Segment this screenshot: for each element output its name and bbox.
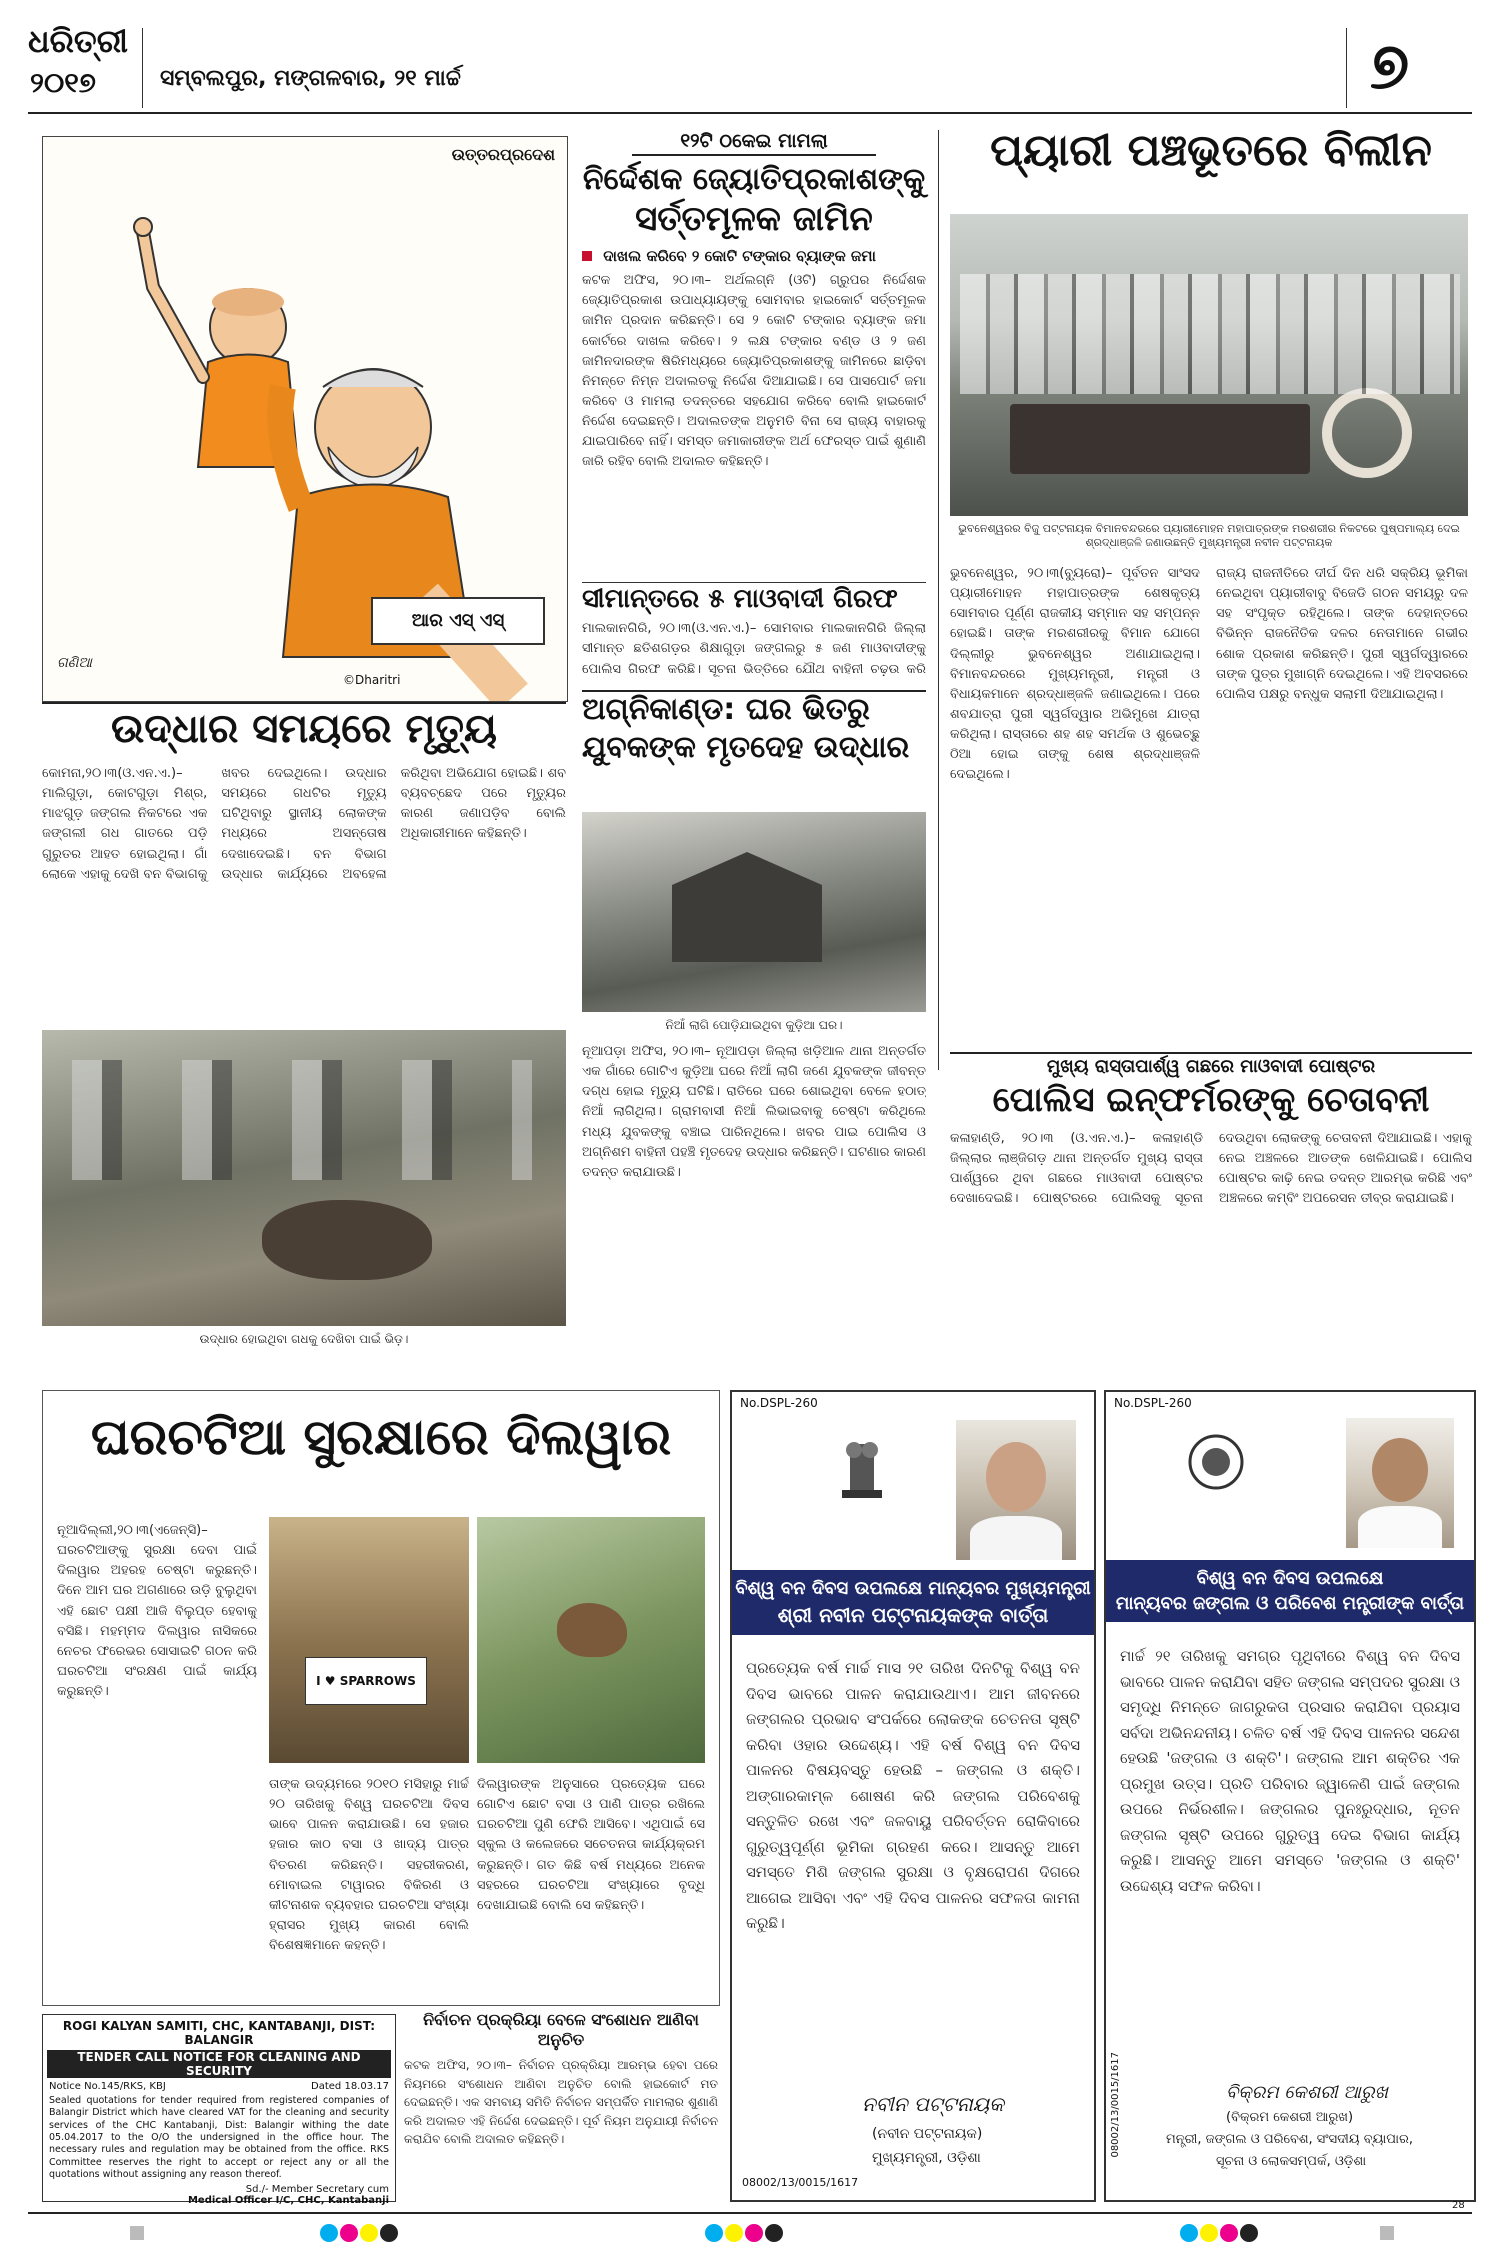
tender-sign-2: Medical Officer I/C, CHC, Kantabanji [187,2195,389,2206]
story-piari [950,125,1472,1068]
ad-minister-title-band [1106,1560,1474,1622]
minister-portrait [1346,1418,1454,1548]
story-piari-body-2: ରାଜ୍ୟ ରାଜନୀତିରେ ଦୀର୍ଘ ଦିନ ଧରି ସକ୍ରିୟ ଭୂମିକା ନେଇଥିବା ପ୍ୟାରୀବାବୁ ବିଜେଡି ଗଠନ ସମୟରୁ ଦଳ ସହ ସଂପୃକ୍ତ ରହିଥିଲେ। ତାଙ୍କ ଦେହାନ୍ତରେ ବିଭିନ୍ନ ରାଜନୈତିକ ଦଳର ନେତାମାନେ ଗଭୀର ଶୋକ ପ୍ରକାଶ କରିଛନ୍ତି। ପୁରୀ ସ୍ୱର୍ଗଦ୍ୱାରରେ ତାଙ୍କ ପୁତ୍ର ମୁଖାଗ୍ନି ଦେଇଥିଲେ। ଏହି ଅବସରରେ ପୋଲିସ ପକ୍ଷରୁ ବନ୍ଧୁକ ସଲାମୀ ଦିଆଯାଇଥିଲା। [1216,566,1468,702]
wreath [1322,388,1412,478]
story-udhar-headline: ଉଦ୍ଧାର ସମୟରେ ମୃତ୍ୟୁ [110,706,497,752]
story-bail-subhead: ଦାଖଲ କରିବେ ୨ କୋଟି ଟଙ୍କାର ବ୍ୟାଙ୍କ ଜମା [603,247,876,266]
story-informer-kicker: ମୁଖ୍ୟ ରାସ୍ତାପାର୍ଶ୍ୱ ଗଛରେ ମାଓବାଦୀ ପୋଷ୍ଟର [1046,1056,1376,1077]
ad-cm-title-band [732,1570,1094,1635]
sparrow-sign-label: I ♥ SPARROWS [316,1674,416,1688]
story-maoist-headline: ସୀମାନ୍ତରେ ୫ ମାଓବାଦୀ ଗିରଫ [582,584,898,614]
page-number: ୭ [1370,30,1410,104]
ad-minister-title-1: ବିଶ୍ୱ ବନ ଦିବସ ଉପଲକ୍ଷେ [1196,1568,1384,1589]
ad-minister-sign-name: (ବିକ୍ରମ କେଶରୀ ଆରୁଖ) [1226,2110,1354,2125]
piari-photo-caption: ଭୁବନେଶ୍ୱରର ବିଜୁ ପଟ୍ଟନାୟକ ବିମାନବନ୍ଦରରେ ପ୍ୟାରୀମୋହନ ମହାପାତ୍ରଙ୍କ ମରଶରୀର ନିକଟରେ ପୁଷ୍ପମାଲ୍ୟ ଦେଇ ଶ୍ରଦ୍ଧାଞ୍ଜଳି ଜଣାଉଛନ୍ତି ମୁଖ୍ୟମନ୍ତ୍ରୀ ନବୀନ ପଟ୍ଟନାୟକ [958,522,1460,550]
story-bail-kicker: ୧୨ଟି ଠକେଇ ମାମଲା [632,130,876,156]
ad-cm-sign-name: (ନବୀନ ପଟ୍ଟନାୟକ) [872,2126,983,2142]
masthead-year: ୨୦୧୭ [30,66,96,99]
cartoon-copyright: ©Dharitri [343,673,401,687]
sparrow-bird [557,1603,627,1657]
ad-minister-signature: ବିକ୍ରମ କେଶରୀ ଆରୁଖ [1226,2082,1388,2103]
odisha-emblem-icon [832,1436,892,1506]
sparrow-photo-bird [477,1517,705,1763]
ad-cm-signature: ନବୀନ ପଟ୍ଟନାୟକ [862,2092,1004,2116]
story-bail [582,130,926,578]
crowd [960,274,1460,394]
story-informer-headline: ପୋଲିସ ଇନ୍‌ଫର୍ମରଙ୍କୁ ଚେତାବନୀ [992,1080,1430,1120]
animal-figure [262,1200,432,1280]
story-maoist-body: ମାଲକାନଗିରି, ୨୦।୩(ଓ.ଏନ.ଏ.)– ସୋମବାର ମାଲକାନଗିରି ଜିଲ୍ଲା ସୀମାନ୍ତ ଛତିଶଗଡ଼ର ଶିକ୍ଷାଗୁଡ଼ା ଜଙ୍ଗଲରୁ ୫ ଜଣ ମାଓବାଦୀଙ୍କୁ ପୋଲିସ ଗିରଫ କରିଛି। ସୂଚନା ଭିତ୍ତିରେ ଯୌଥ ବାହିନୀ ଚଢ଼ଉ କରି [582,621,926,677]
sparrow-sign [305,1657,427,1705]
masthead-logo: ଧରିତ୍ରୀ [28,22,128,60]
story-udhar [42,708,566,1358]
ad-cm-title-2: ଶ୍ରୀ ନବୀନ ପଟ୍ଟନାୟକଙ୍କ ବାର୍ତ୍ତା [777,1603,1049,1627]
story-piari-headline: ପ୍ୟାରୀ ପଞ୍ଚଭୂତରେ ବିଲୀନ [990,125,1432,176]
ad-cm-body: ପ୍ରତ୍ୟେକ ବର୍ଷ ମାର୍ଚ୍ଚ ମାସ ୨୧ ତାରିଖ ଦିନଟିକୁ ବିଶ୍ୱ ବନ ଦିବସ ଭାବରେ ପାଳନ କରାଯାଉଥାଏ। ଆମ ଜୀବନରେ ଜଙ୍ଗଲର ପ୍ରଭାବ ସଂପର୍କରେ ଲୋକଙ୍କ ଚେତନତା ସୃଷ୍ଟି କରିବା ଓହାର ଉଦ୍ଦେଶ୍ୟ। ଏହି ବର୍ଷ ବିଶ୍ୱ ବନ ଦିବସ ପାଳନର ବିଷୟବସ୍ତୁ ହେଉଛି – ଜଙ୍ଗଲ ଓ ଶକ୍ତି। ଅଙ୍ଗାରକାମ୍ଳ ଶୋଷଣ କରି ଜଙ୍ଗଲ ପରିବେଶକୁ ସନ୍ତୁଳିତ ରଖେ ଏବଂ ଜଳବାୟୁ ପରିବର୍ତ୍ତନ ରୋକିବାରେ ଗୁରୁତ୍ୱପୂର୍ଣ୍ଣ ଭୂମିକା ଗ୍ରହଣ କରେ। ଆସନ୍ତୁ ଆମେ ସମସ୍ତେ ମିଶି ଜଙ୍ଗଲ ସୁରକ୍ଷା ଓ ବୃକ୍ଷରୋପଣ ଦିଗରେ ଆଗେଇ ଆସିବା ଏବଂ ଏହି ଦିବସ ପାଳନର ସଫଳତା କାମନା କରୁଛି। [746,1659,1080,1932]
ad-minister-body: ମାର୍ଚ୍ଚ ୨୧ ତାରିଖକୁ ସମଗ୍ର ପୃଥିବୀରେ ବିଶ୍ୱ ବନ ଦିବସ ଭାବରେ ପାଳନ କରାଯିବା ସହିତ ଜଙ୍ଗଲ ସମ୍ପଦର ସୁରକ୍ଷା ଓ ସମୃଦ୍ଧି ନିମନ୍ତେ ଜାଗରୁକତା ପ୍ରସାର କରାଯିବା ପ୍ରୟାସ ସର୍ବଦା ଅଭିନନ୍ଦନୀୟ। ଚଳିତ ବର୍ଷ ଏହି ଦିବସ ପାଳନର ସନ୍ଦେଶ ହେଉଛି 'ଜଙ୍ଗଲ ଓ ଶକ୍ତି'। ଜଙ୍ଗଲ ଆମ ଶକ୍ତିର ଏକ ପ୍ରମୁଖ ଉତ୍ସ। ପ୍ରତି ପରିବାର ଜ୍ୱାଳେଣି ପାଇଁ ଜଙ୍ଗଲ ଉପରେ ନିର୍ଭରଶୀଳ। ଜଙ୍ଗଲର ପୁନଃରୁଦ୍ଧାର, ନୂତନ ଜଙ୍ଗଲ ସୃଷ୍ଟି ଉପରେ ଗୁରୁତ୍ୱ ଦେଇ ବିଭାଗ କାର୍ଯ୍ୟ କରୁଛି। ଆସନ୍ତୁ ଆମେ ସମସ୍ତେ 'ଜଙ୍ଗଲ ଓ ଶକ୍ତି' ଉଦ୍ଦେଶ୍ୟ ସଫଳ କରିବା। [1120,1647,1460,1895]
notice-panel [404,2010,718,2202]
red-bullet [582,251,592,261]
story-sparrow-body-3: ଦିଲୱାରଙ୍କ ଅନୁସାରେ ପ୍ରତ୍ୟେକ ଘରେ ଗୋଟିଏ ଛୋଟ ବସା ଓ ପାଣି ପାତ୍ର ରଖିଲେ ଘରଚଟିଆ ପୁଣି ଫେରି ଆସିବେ। ଏଥିପାଇଁ ସେ ସ୍କୁଲ ଓ କଲେଜରେ ସଚେତନତା କାର୍ଯ୍ୟକ୍ରମ କରୁଛନ୍ତି। ଗତ କିଛି ବର୍ଷ ମଧ୍ୟରେ ଅନେକ ସହରରେ ଘରଚଟିଆ ସଂଖ୍ୟାରେ ବୃଦ୍ଧି ଦେଖାଯାଇଛି ବୋଲି ସେ କହିଛନ୍ତି। [477,1777,705,1913]
cartoon-sign-text: ଆର ଏସ୍ ଏସ୍ [411,610,505,631]
story-bail-headline-2: ସର୍ତ୍ତମୂଳକ ଜାମିନ [635,198,873,239]
ad-cm [730,1390,1096,2202]
tender-notice [42,2014,396,2206]
ad-minister-title-2: ମାନ୍ୟବର ଜଙ୍ଗଲ ଓ ପରିବେଶ ମନ୍ତ୍ରୀଙ୍କ ବାର୍ତ୍ତା [1115,1593,1465,1614]
udhar-photo-caption: ଉଦ୍ଧାର ହୋଇଥିବା ଗଧକୁ ଦେଖିବା ପାଇଁ ଭିଡ଼। [199,1332,409,1346]
tender-org: ROGI KALYAN SAMITI, CHC, KANTABANJI, DIST: BALANGIR [62,2019,376,2047]
ad-cm-title-1: ବିଶ୍ୱ ବନ ଦିବସ ଉପଲକ୍ଷେ ମାନ୍ୟବର ମୁଖ୍ୟମନ୍ତ୍ରୀ [735,1578,1091,1599]
story-informer [950,1056,1472,1366]
story-maoist [582,586,926,686]
story-sparrow-headline: ଘରଚଟିଆ ସୁରକ୍ଷାରେ ଦିଲୱାର [90,1408,672,1466]
tender-title: TENDER CALL NOTICE FOR CLEANING AND SECURITY [47,2050,391,2078]
cartoon-sign [371,597,545,645]
piari-photo [950,214,1468,516]
cartoon-label: ଉତ୍ତରପ୍ରଦେଶ [451,145,555,164]
story-fire-headline-1: ଅଗ୍ନିକାଣ୍ଡ: ଘର ଭିତରୁ [582,692,870,727]
tender-dated: Dated 18.03.17 [311,2081,389,2092]
cm-portrait [956,1420,1076,1560]
odisha-seal-icon [1186,1432,1246,1492]
story-piari-body-1: ଭୁବନେଶ୍ୱର, ୨୦।୩(ବ୍ୟୁରୋ)– ପୂର୍ବତନ ସାଂସଦ ପ୍ୟାରୀମୋହନ ମହାପାତ୍ରଙ୍କ ଶେଷକୃତ୍ୟ ସୋମବାର ପୂର୍ଣ୍ଣ ରାଜକୀୟ ସମ୍ମାନ ସହ ସମ୍ପନ୍ନ ହୋଇଛି। ତାଙ୍କ ମରଶରୀରକୁ ବିମାନ ଯୋଗେ ଦିଲ୍ଲୀରୁ ଭୁବନେଶ୍ୱର ଅଣାଯାଇଥିଲା। ବିମାନବନ୍ଦରରେ ମୁଖ୍ୟମନ୍ତ୍ରୀ, ମନ୍ତ୍ରୀ ଓ ବିଧାୟକମାନେ ଶ୍ରଦ୍ଧାଞ୍ଜଳି ଜଣାଇଥିଲେ। ପରେ ଶବଯାତ୍ରା ପୁରୀ ସ୍ୱର୍ଗଦ୍ୱାର ଅଭିମୁଖେ ଯାତ୍ରା କରିଥିଲା। ରାସ୍ତାରେ ଶହ ଶହ ସମର୍ଥକ ଓ ଶୁଭେଚ୍ଛୁ ଠିଆ ହୋଇ ତାଙ୍କୁ ଶେଷ ଶ୍ରଦ୍ଧାଞ୍ଜଳି ଦେଇଥିଲେ। [950,566,1200,783]
story-fire [582,694,926,1364]
ad-cm-ref: 08002/13/0015/1617 [742,2176,859,2189]
tender-notice-no: Notice No.145/RKS, KBJ [49,2081,166,2092]
story-sparrow [42,1390,720,2006]
story-fire-body: ନୂଆପଡ଼ା ଅଫିସ, ୨୦।୩– ନୂଆପଡ଼ା ଜିଲ୍ଲା ଖଡ଼ିଆଳ ଥାନା ଅନ୍ତର୍ଗତ ଏକ ଗାଁରେ ଗୋଟିଏ କୁଡ଼ିଆ ଘରେ ନିଆଁ ଲାଗି ଜଣେ ଯୁବକଙ୍କ ଜୀବନ୍ତ ଦଗ୍ଧ ହୋଇ ମୃତ୍ୟୁ ଘଟିଛି। ରାତିରେ ଘରେ ଶୋଇଥିବା ବେଳେ ହଠାତ୍ ନିଆଁ ଲାଗିଥିଲା। ଗ୍ରାମବାସୀ ନିଆଁ ଲିଭାଇବାକୁ ଚେଷ୍ଟା କରିଥିଲେ ମଧ୍ୟ ଯୁବକଙ୍କୁ ବଞ୍ଚାଇ ପାରିନଥିଲେ। ଖବର ପାଇ ପୋଲିସ ଓ ଅଗ୍ନିଶମ ବାହିନୀ ପହଞ୍ଚି ମୃତଦେହ ଉଦ୍ଧାର କରିଛନ୍ତି। ଘଟଣାର କାରଣ ତଦନ୍ତ କରାଯାଉଛି। [582,1044,926,1180]
tender-sign-1: Sd./- Member Secretary cum [245,2184,389,2195]
coffin [1010,404,1310,474]
story-bail-body: କଟକ ଅଫିସ, ୨୦।୩– ଅର୍ଥଲଗ୍ନି (ଓଟି) ଗ୍ରୁପର ନିର୍ଦ୍ଦେଶକ ଜ୍ୟୋତିପ୍ରକାଶ ଉପାଧ୍ୟାୟଙ୍କୁ ସୋମବାର ହାଇକୋର୍ଟ ସର୍ତ୍ତମୂଳକ ଜାମିନ ପ୍ରଦାନ କରିଛନ୍ତି। ସେ ୨ କୋଟି ଟଙ୍କାର ବ୍ୟାଙ୍କ ଜମା କୋର୍ଟରେ ଦାଖଲ କରିବେ। ୨ ଲକ୍ଷ ଟଙ୍କାର ବଣ୍ଡ ଓ ୨ ଜଣ ଜାମିନଦାରଙ୍କ ଷିରିମଧ୍ୟରେ ଜ୍ୟୋତିପ୍ରକାଶଙ୍କୁ ଜାମିନରେ ଛାଡ଼ିବା ନିମନ୍ତେ ନିମ୍ନ ଅଦାଲତକୁ ନିର୍ଦ୍ଦେଶ ଦିଆଯାଇଛି। ସେ ପାସପୋର୍ଟ ଜମା କରିବେ ଓ ମାମଲା ତଦନ୍ତରେ ସହଯୋଗ କରିବେ ବୋଲି ହାଇକୋର୍ଟ ନିର୍ଦ୍ଦେଶ ଦେଇଛନ୍ତି। ଅଦାଲତଙ୍କ ଅନୁମତି ବିନା ସେ ରାଜ୍ୟ ବାହାରକୁ ଯାଇପାରିବେ ନାହିଁ। ସମସ୍ତ ଜମାକାରୀଙ୍କ ଅର୍ଥ ଫେରସ୍ତ ପାଇଁ ଶୁଣାଣି ଜାରି ରହିବ ବୋଲି ଅଦାଲତ କହିଛନ୍ତି। [582,273,926,470]
cartoon-signature: ଗଣିଆ [57,655,92,671]
ad-minister-sign-title-1: ମନ୍ତ୍ରୀ, ଜଙ୍ଗଲ ଓ ପରିବେଶ, ସଂସଦୀୟ ବ୍ୟାପାର, [1166,2132,1413,2147]
ad-cm-code: No.DSPL-260 [740,1396,818,1410]
udhar-photo [42,1030,566,1326]
sparrow-photo-man [269,1517,469,1763]
story-informer-body: କଳାହାଣ୍ଡି, ୨୦।୩ (ଓ.ଏନ.ଏ.)– କଳାହାଣ୍ଡି ଜିଲ୍ଲାର ଲାଞ୍ଜିଗଡ଼ ଥାନା ଅନ୍ତର୍ଗତ ମୁଖ୍ୟ ରାସ୍ତା ପାର୍ଶ୍ୱରେ ଥିବା ଗଛରେ ମାଓବାଦୀ ପୋଷ୍ଟର ଦେଖାଦେଇଛି। ପୋଷ୍ଟରରେ ପୋଲିସକୁ ସୂଚନା ଦେଉଥିବା ଲୋକଙ୍କୁ ଚେତାବନୀ ଦିଆଯାଇଛି। ଏହାକୁ ନେଇ ଅଞ୍ଚଳରେ ଆତଙ୍କ ଖେଳିଯାଇଛି। ପୋଲିସ ପୋଷ୍ଟର କାଢ଼ି ନେଇ ତଦନ୍ତ ଆରମ୍ଭ କରିଛି ଏବଂ ଅଞ୍ଚଳରେ କମ୍ବିଂ ଅପରେସନ ତୀବ୍ର କରାଯାଇଛି। [950,1130,1472,1207]
people-figures [72,1060,532,1180]
story-sparrow-body-2: ତାଙ୍କ ଉଦ୍ୟମରେ ୨୦୧୦ ମସିହାରୁ ମାର୍ଚ୍ଚ ୨୦ ତାରିଖକୁ ବିଶ୍ୱ ଘରଚଟିଆ ଦିବସ ଭାବେ ପାଳନ କରାଯାଉଛି। ସେ ହଜାର ହଜାର କାଠ ବସା ଓ ଖାଦ୍ୟ ପାତ୍ର ବିତରଣ କରିଛନ୍ତି। ସହରୀକରଣ, ମୋବାଇଲ ଟାୱାରର ବିକିରଣ ଓ କୀଟନାଶକ ବ୍ୟବହାର ଘରଚଟିଆ ସଂଖ୍ୟା ହ୍ରାସର ମୁଖ୍ୟ କାରଣ ବୋଲି ବିଶେଷଜ୍ଞମାନେ କହନ୍ତି। [269,1777,469,1954]
ad-minister [1104,1390,1476,2202]
fire-photo [582,812,926,1012]
ad-minister-code: No.DSPL-260 [1114,1396,1192,1410]
folio: 28 [1452,2200,1465,2211]
tender-body: Sealed quotations for tender required from registered companies of Balangir District which have cleared VAT for the cleaning and security services of the CHC Kantabanji, Dist: Balangir withing the date 05.04.2017 to the O/O the undersigned in the office hour. The necessary rules and regulation may be obtained from the office. RKS Committee reserves the right to accept or reject any or all the quotations without assigning any reason thereof. [49,2095,389,2181]
hut [672,852,822,962]
ad-minister-ref: 08002/13/0015/1617 [1110,2052,1121,2158]
dateline: ସମ୍ବଲପୁର, ମଙ୍ଗଳବାର, ୨୧ ମାର୍ଚ୍ଚ [160,66,461,91]
cartoon [42,136,568,702]
fire-photo-caption: ନିଆଁ ଲାଗି ପୋଡ଼ିଯାଇଥିବା କୁଡ଼ିଆ ଘର। [665,1018,843,1032]
story-bail-headline-1: ନିର୍ଦ୍ଦେଶକ ଜ୍ୟୋତିପ୍ରକାଶଙ୍କୁ [582,162,926,197]
notice-body: କଟକ ଅଫିସ, ୨୦।୩– ନିର୍ବାଚନ ପ୍ରକ୍ରିୟା ଆରମ୍ଭ ହେବା ପରେ ନିୟମରେ ସଂଶୋଧନ ଆଣିବା ଅନୁଚିତ ବୋଲି ହାଇକୋର୍ଟ ମତ ଦେଇଛନ୍ତି। ଏକ ସମବାୟ ସମିତି ନିର୍ବାଚନ ସମ୍ପର୍କିତ ମାମଲାର ଶୁଣାଣି କରି ଅଦାଲତ ଏହି ନିର୍ଦ୍ଦେଶ ଦେଇଛନ୍ତି। ପୂର୍ବ ନିୟମ ଅନୁଯାୟୀ ନିର୍ବାଚନ କରାଯିବ ବୋଲି ଅଦାଲତ କହିଛନ୍ତି। [404,2058,718,2147]
story-sparrow-body-1: ନୂଆଦିଲ୍ଲୀ,୨୦।୩(ଏଜେନ୍ସି)– ଘରଚଟିଆଙ୍କୁ ସୁରକ୍ଷା ଦେବା ପାଇଁ ଦିଲୱାର ଅହରହ ଚେଷ୍ଟା କରୁଛନ୍ତି। ଦିନେ ଆମ ଘର ଅଗଣାରେ ଉଡ଼ି ବୁଲୁଥିବା ଏହି ଛୋଟ ପକ୍ଷୀ ଆଜି ବିଲୁପ୍ତ ହେବାକୁ ବସିଛି। ମହମ୍ମଦ ଦିଲୱାର ନାସିକରେ ନେଚର ଫରେଭର ସୋସାଇଟି ଗଠନ କରି ଘରଚଟିଆ ସଂରକ୍ଷଣ ପାଇଁ କାର୍ଯ୍ୟ କରୁଛନ୍ତି। [57,1523,257,1700]
ad-cm-sign-title: ମୁଖ୍ୟମନ୍ତ୍ରୀ, ଓଡ଼ିଶା [872,2150,981,2166]
story-udhar-body: କୋମନା,୨୦।୩(ଓ.ଏନ.ଏ.)– ମାଲିଗୁଡ଼ା, କୋଟଗୁଡ଼ା ମିଶ୍ର, ମାଝଗୁଡ଼ ଜଙ୍ଗଲ ନିକଟରେ ଏକ ଜଙ୍ଗଲୀ ଗଧ ଗାତରେ ପଡ଼ି ଗୁରୁତର ଆହତ ହୋଇଥିଲା। ଗାଁ ଲୋକେ ଏହାକୁ ଦେଖି ବନ ବିଭାଗକୁ ଖବର ଦେଇଥିଲେ। ଉଦ୍ଧାର ସମୟରେ ଗଧଟିର ମୃତ୍ୟୁ ଘଟିଥିବାରୁ ସ୍ଥାନୀୟ ଲୋକଙ୍କ ମଧ୍ୟରେ ଅସନ୍ତୋଷ ଦେଖାଦେଇଛି। ବନ ବିଭାଗ ଉଦ୍ଧାର କାର୍ଯ୍ୟରେ ଅବହେଳା କରିଥିବା ଅଭିଯୋଗ ହୋଇଛି। ଶବ ବ୍ୟବଚ୍ଛେଦ ପରେ ମୃତ୍ୟୁର କାରଣ ଜଣାପଡ଼ିବ ବୋଲି ଅଧିକାରୀମାନେ କହିଛନ୍ତି। [42,766,566,882]
story-fire-headline-2: ଯୁବକଙ୍କ ମୃତଦେହ ଉଦ୍ଧାର [582,729,910,765]
notice-headline: ନିର୍ବାଚନ ପ୍ରକ୍ରିୟା ବେଳେ ସଂଶୋଧନ ଆଣିବା ଅନୁଚିତ [423,2010,699,2049]
ad-minister-sign-title-2: ସୂଚନା ଓ ଲୋକସମ୍ପର୍କ, ଓଡ଼ିଶା [1216,2154,1367,2169]
